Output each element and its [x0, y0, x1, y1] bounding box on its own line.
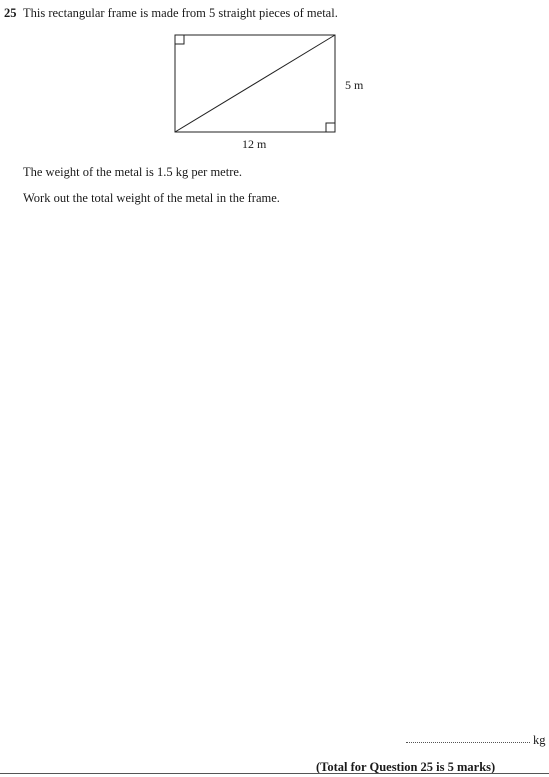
answer-unit: kg	[533, 733, 546, 747]
total-marks: (Total for Question 25 is 5 marks)	[316, 760, 496, 774]
weight-statement: The weight of the metal is 1.5 kg per metre.	[23, 165, 243, 179]
task-statement: Work out the total weight of the metal in the frame.	[23, 191, 280, 205]
right-angle-marker-bottom-right	[326, 123, 335, 132]
right-angle-marker-top-left	[175, 35, 184, 44]
height-label: 5 m	[345, 78, 364, 92]
question-text: This rectangular frame is made from 5 straight pieces of metal.	[23, 6, 338, 20]
question-number: 25	[4, 6, 17, 20]
answer-line[interactable]	[406, 742, 530, 743]
rectangle-frame-diagram	[160, 25, 380, 160]
frame-diagonal	[175, 35, 335, 132]
width-label: 12 m	[242, 137, 267, 151]
bottom-divider	[0, 773, 549, 774]
